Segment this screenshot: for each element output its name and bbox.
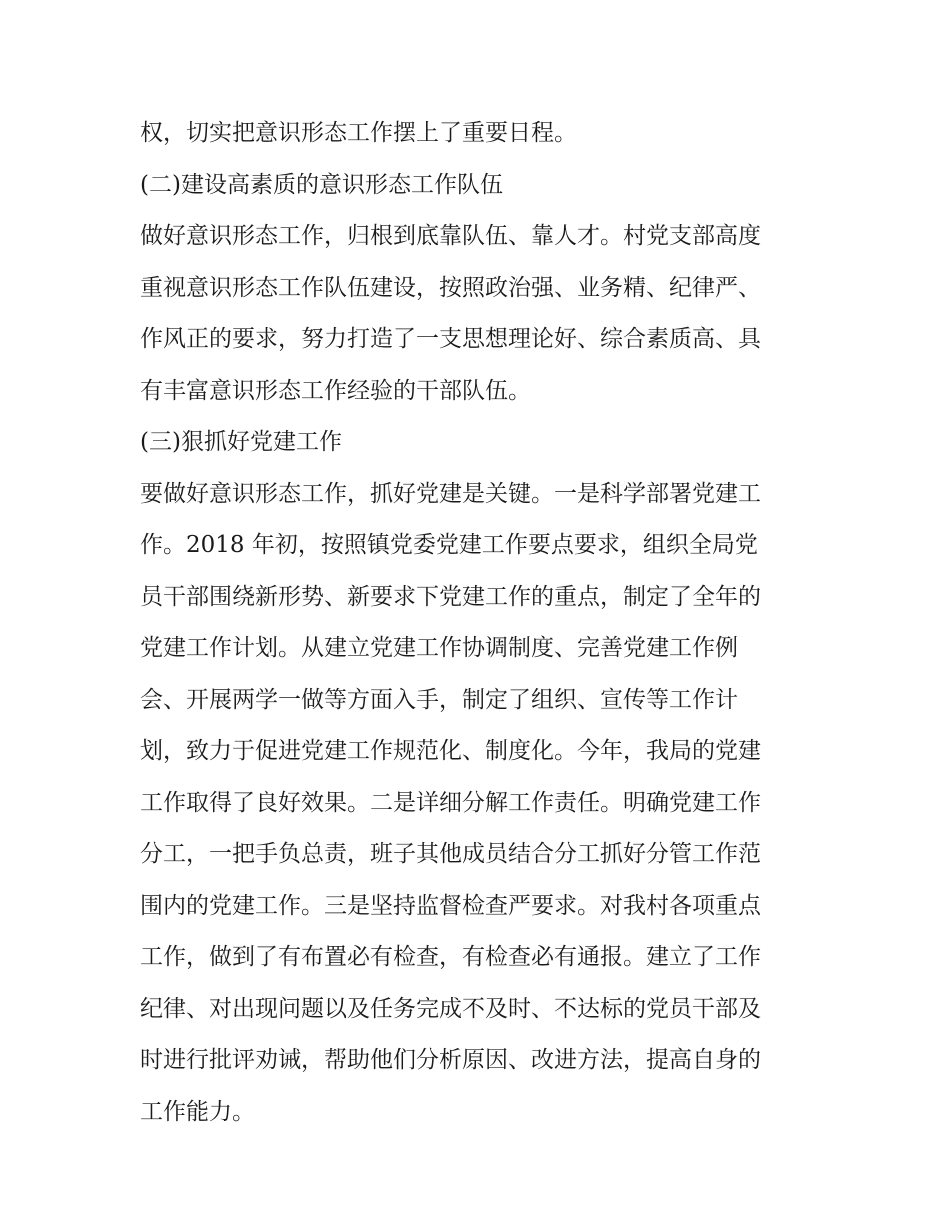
text-line: 党建工作计划。从建立党建工作协调制度、完善党建工作例 (140, 635, 738, 661)
text-line: 重视意识形态工作队伍建设，按照政治强、业务精、纪律严、 (140, 274, 761, 301)
text-line: 时进行批评劝诫，帮助他们分析原因、改进方法，提高自身的 (140, 1047, 761, 1073)
text-line: 作风正的要求，努力打造了一支思想理论好、综合素质高、具 (140, 326, 761, 352)
text-line: 会、开展两学一做等方面入手，制定了组织、宣传等工作计 (140, 686, 738, 713)
section-heading-2: (二)建设高素质的意识形态工作队伍 (140, 171, 503, 198)
text-line: 有丰富意识形态工作经验的干部队伍。 (140, 377, 531, 404)
text-line: 员干部围绕新形势、新要求下党建工作的重点，制定了全年的 (140, 583, 761, 610)
text-line: 工作能力。 (140, 1098, 255, 1125)
text-line: 工作，做到了有布置必有检查，有检查必有通报。建立了工作 (140, 944, 761, 970)
document-body (140, 108, 812, 1138)
section-heading-3: (三)狠抓好党建工作 (140, 429, 342, 455)
text-line: 围内的党建工作。三是坚持监督检查严要求。对我村各项重点 (140, 892, 761, 919)
text-line: 要做好意识形态工作，抓好党建是关键。一是科学部署党建工 (140, 480, 761, 507)
text-line: 作。2018 年初，按照镇党委党建工作要点要求，组织全局党 (140, 532, 758, 558)
text-line: 权，切实把意识形态工作摆上了重要日程。 (140, 120, 577, 146)
text-line: 纪律、对出现问题以及任务完成不及时、不达标的党员干部及 (140, 995, 761, 1022)
text-line: 分工，一把手负总责，班子其他成员结合分工抓好分管工作范 (140, 841, 761, 867)
text-line: 划，致力于促进党建工作规范化、制度化。今年，我局的党建 (140, 738, 761, 764)
text-line: 做好意识形态工作，归根到底靠队伍、靠人才。村党支部高度 (140, 223, 761, 249)
text-line: 工作取得了良好效果。二是详细分解工作责任。明确党建工作 (140, 789, 761, 816)
